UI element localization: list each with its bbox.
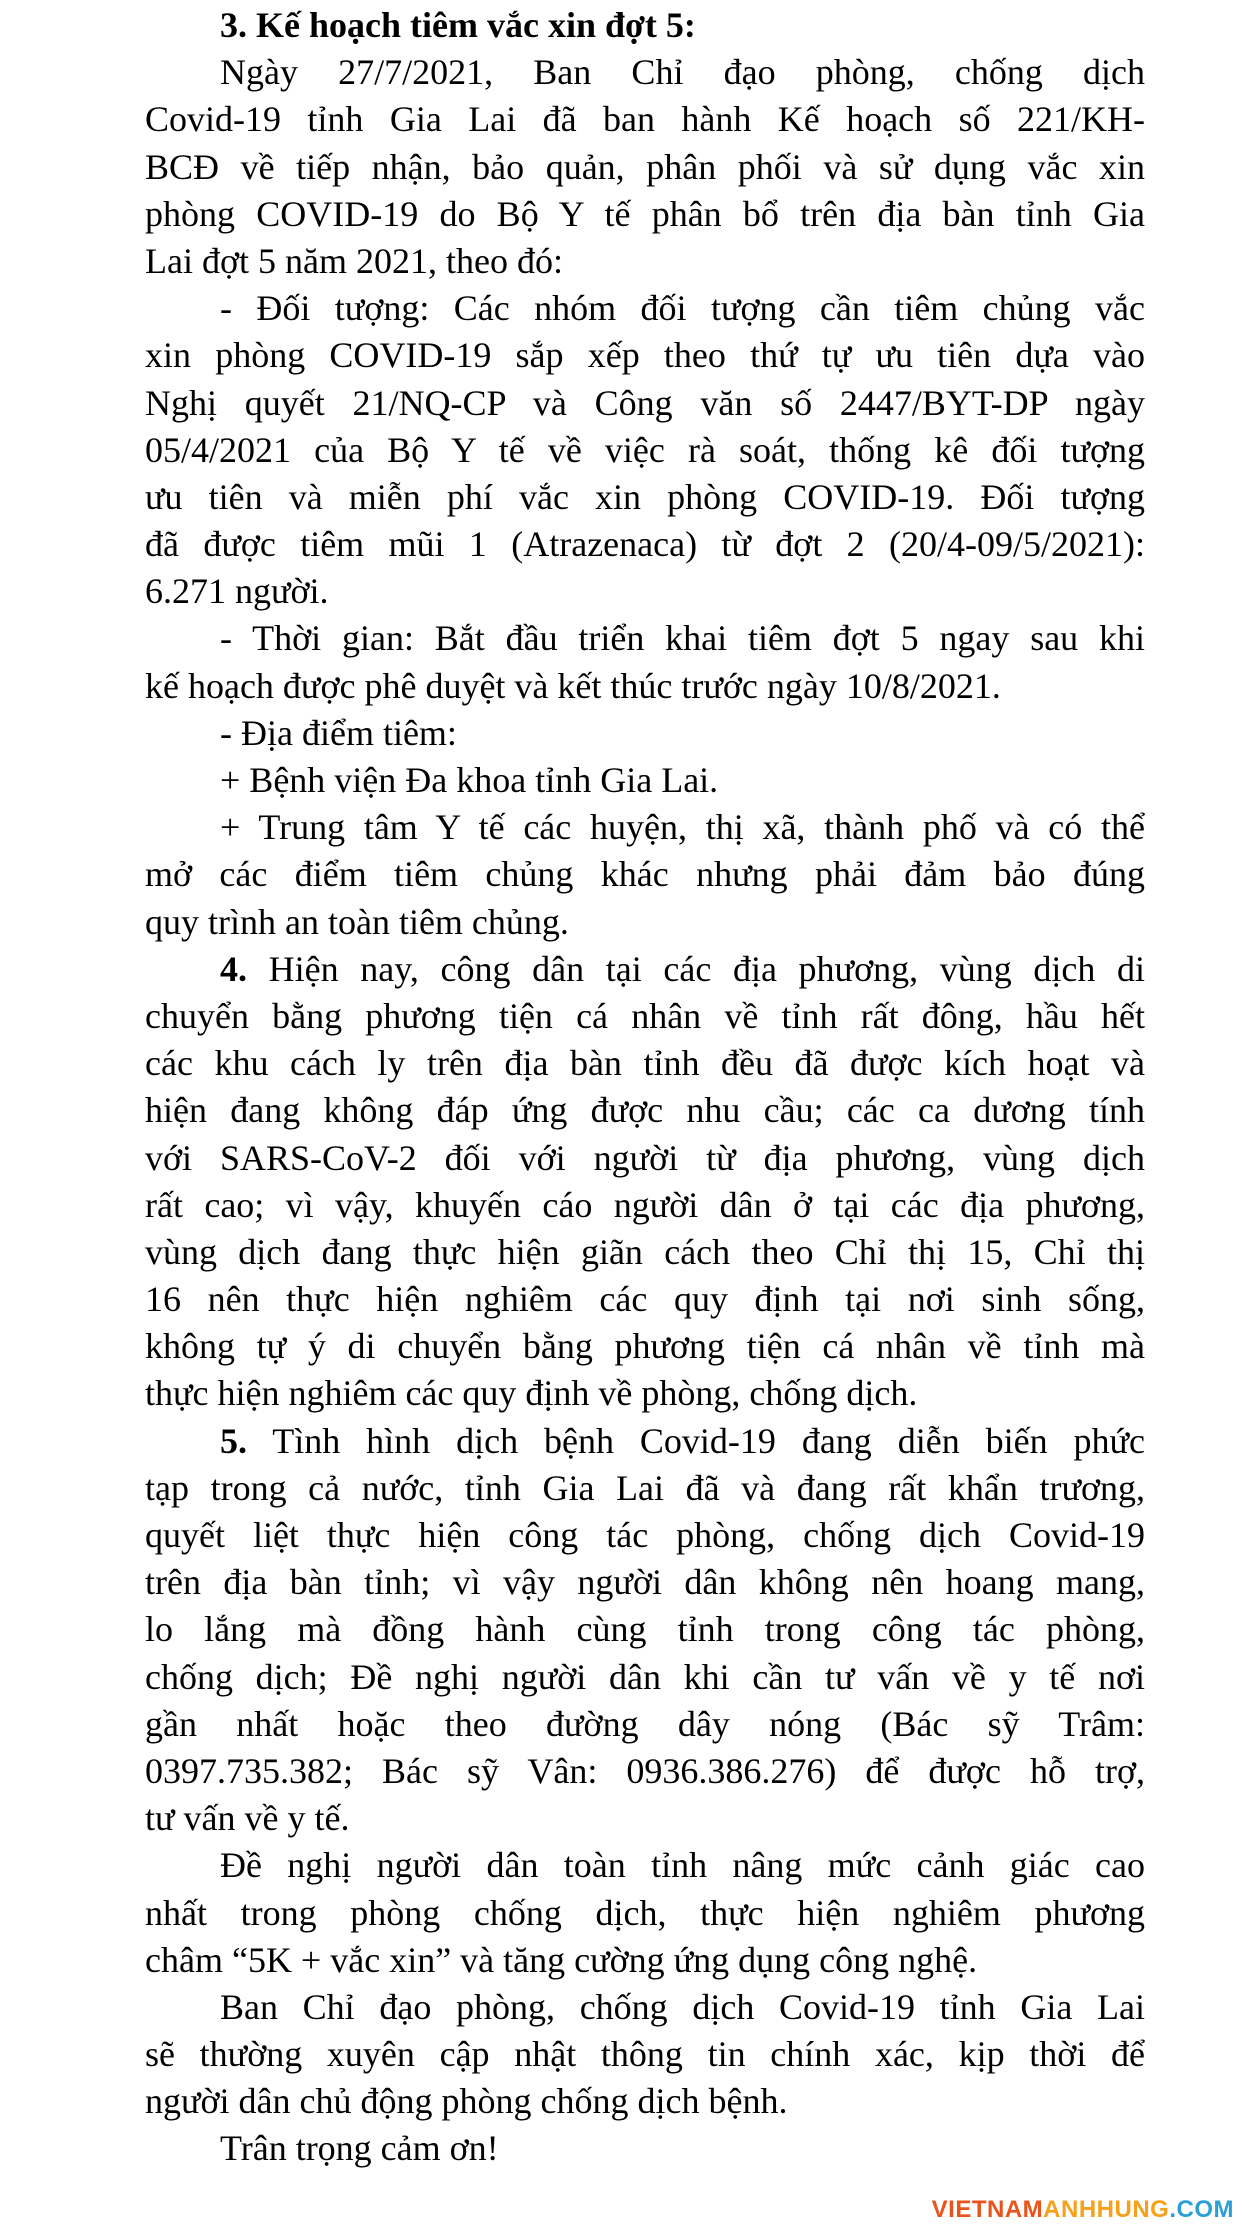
- text-line: xin phòng COVID-19 sắp xếp theo thứ tự ưu tiên dựa vào: [145, 335, 1145, 376]
- text-line: nhất trong phòng chống dịch, thực hiện nghiêm phương: [145, 1892, 1145, 1933]
- recommendation-paragraph: [145, 1842, 1145, 1984]
- watermark-part-1: VIETNAM: [931, 2196, 1044, 2223]
- text-line: chống dịch; Đề nghị người dân khi cần tư vấn về y tế nơi: [145, 1656, 1145, 1697]
- text-line: Ngày 27/7/2021, Ban Chỉ đạo phòng, chống dịch: [220, 52, 1145, 93]
- text-line: BCĐ về tiếp nhận, bảo quản, phân phối và sử dụng vắc xin: [145, 146, 1145, 187]
- text-line: 05/4/2021 của Bộ Y tế về việc rà soát, thống kê đối tượng: [145, 429, 1145, 470]
- text-line: quy trình an toàn tiêm chủng.: [145, 901, 569, 942]
- text-line: châm “5K + vắc xin” và tăng cường ứng dụng công nghệ.: [145, 1939, 978, 1980]
- text-line: 6.271 người.: [145, 571, 329, 612]
- text-line: [145, 1418, 1145, 1465]
- text-line: tạp trong cả nước, tỉnh Gia Lai đã và đang rất khẩn trương,: [145, 1467, 1145, 1508]
- text-line: với SARS-CoV-2 đối với người từ địa phương, vùng dịch: [145, 1137, 1145, 1178]
- text-line: lo lắng mà đồng hành cùng tỉnh trong công tác phòng,: [145, 1609, 1145, 1650]
- text-line: rất cao; vì vậy, khuyến cáo người dân ở tại các địa phương,: [145, 1184, 1145, 1225]
- text-line: - Thời gian: Bắt đầu triển khai tiêm đợt 5 ngay sau khi: [220, 618, 1145, 659]
- text-line: Lai đợt 5 năm 2021, theo đó:: [145, 240, 563, 281]
- text-line: phòng COVID-19 do Bộ Y tế phân bổ trên địa bàn tỉnh Gia: [145, 193, 1145, 234]
- closing-line: Trân trọng cảm ơn!: [220, 2128, 499, 2169]
- text-line: sẽ thường xuyên cập nhật thông tin chính xác, kịp thời để: [145, 2034, 1145, 2075]
- text-line: ưu tiên và miễn phí vắc xin phòng COVID-19. Đối tượng: [145, 476, 1145, 517]
- section-5-first-line: Tình hình dịch bệnh Covid-19 đang diễn biến phức: [247, 1420, 1145, 1461]
- section-3-heading: 3. Kế hoạch tiêm vắc xin đợt 5:: [220, 5, 696, 45]
- location-item-1: + Bệnh viện Đa khoa tỉnh Gia Lai.: [220, 760, 719, 800]
- text-line: Đề nghị người dân toàn tỉnh nâng mức cảnh giác cao: [220, 1845, 1145, 1886]
- target-group-paragraph: [145, 285, 1145, 615]
- text-line: thực hiện nghiêm các quy định về phòng, chống dịch.: [145, 1373, 918, 1414]
- text-line: 16 nên thực hiện nghiêm các quy định tại nơi sinh sống,: [145, 1279, 1145, 1320]
- text-line: mở các điểm tiêm chủng khác nhưng phải đảm bảo đúng: [145, 854, 1145, 895]
- section-4-paragraph: [145, 946, 1145, 1418]
- watermark-part-3: .COM: [1169, 2196, 1234, 2223]
- text-line: Covid-19 tỉnh Gia Lai đã ban hành Kế hoạch số 221/KH-: [145, 99, 1145, 140]
- text-line: tư vấn về y tế.: [145, 1798, 350, 1839]
- text-line: kế hoạch được phê duyệt và kết thúc trước ngày 10/8/2021.: [145, 665, 1001, 706]
- section-4-first-line: Hiện nay, công dân tại các địa phương, vùng dịch di: [247, 948, 1145, 989]
- text-line: [145, 946, 1145, 993]
- text-line: các khu cách ly trên địa bàn tỉnh đều đã được kích hoạt và: [145, 1043, 1145, 1084]
- text-line: 0397.735.382; Bác sỹ Vân: 0936.386.276) để được hỗ trợ,: [145, 1750, 1145, 1791]
- location-item-2: [145, 804, 1145, 946]
- text-line: + Trung tâm Y tế các huyện, thị xã, thành phố và có thể: [220, 807, 1145, 848]
- text-line: trên địa bàn tỉnh; vì vậy người dân không nên hoang mang,: [145, 1562, 1145, 1603]
- text-line: vùng dịch đang thực hiện giãn cách theo Chỉ thị 15, Chỉ thị: [145, 1231, 1145, 1272]
- text-line: người dân chủ động phòng chống dịch bệnh.: [145, 2081, 788, 2122]
- location-label: - Địa điểm tiêm:: [220, 712, 457, 753]
- section-4-number: 4.: [220, 948, 247, 989]
- steering-committee-paragraph: [145, 1984, 1145, 2126]
- text-line: Ban Chỉ đạo phòng, chống dịch Covid-19 tỉnh Gia Lai: [220, 1986, 1145, 2027]
- site-watermark: [932, 2196, 1234, 2224]
- text-line: gần nhất hoặc theo đường dây nóng (Bác sỹ Trâm:: [145, 1703, 1145, 1744]
- text-line: không tự ý di chuyển bằng phương tiện cá nhân về tỉnh mà: [145, 1326, 1145, 1367]
- text-line: Nghị quyết 21/NQ-CP và Công văn số 2447/BYT-DP ngày: [145, 382, 1145, 423]
- text-line: hiện đang không đáp ứng được nhu cầu; các ca dương tính: [145, 1090, 1145, 1131]
- text-line: chuyển bằng phương tiện cá nhân về tỉnh rất đông, hầu hết: [145, 995, 1145, 1036]
- text-line: đã được tiêm mũi 1 (Atrazenaca) từ đợt 2 (20/4-09/5/2021):: [145, 524, 1145, 565]
- text-line: quyết liệt thực hiện công tác phòng, chống dịch Covid-19: [145, 1515, 1145, 1555]
- watermark-part-2: ANHHUNG: [1043, 2196, 1170, 2223]
- section-3-intro-paragraph: [145, 49, 1145, 285]
- document-body: [145, 2, 1145, 2173]
- schedule-paragraph: [145, 615, 1145, 709]
- section-5-paragraph: [145, 1418, 1145, 1843]
- section-5-number: 5.: [220, 1420, 247, 1461]
- text-line: - Đối tượng: Các nhóm đối tượng cần tiêm chủng vắc: [220, 288, 1145, 329]
